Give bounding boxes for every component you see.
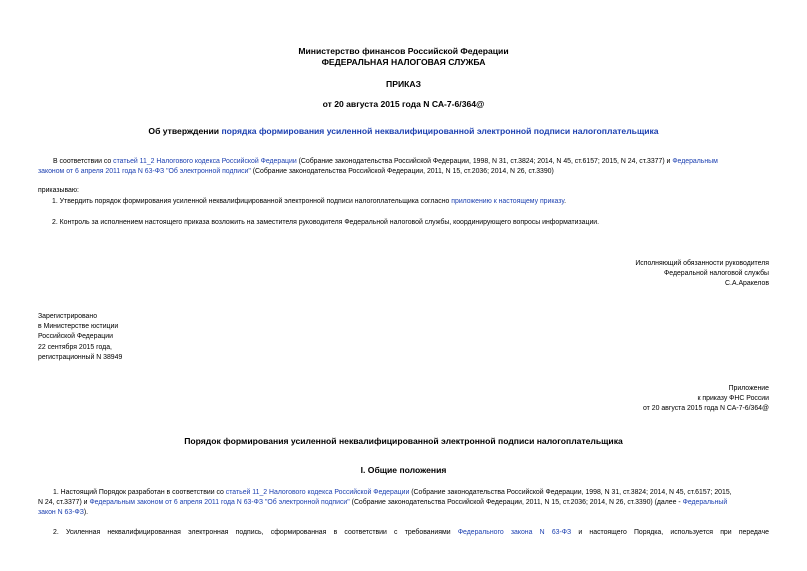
signature-line-1: Исполняющий обязанности руководителя bbox=[635, 260, 769, 267]
preamble-paragraph bbox=[38, 157, 769, 167]
s1p1-text-e: ). bbox=[83, 509, 89, 516]
s1p1-federal-law-link[interactable]: Федеральным законом от 6 апреля 2011 года N 63-ФЗ "Об электронной подписи" bbox=[89, 499, 350, 506]
order-subject bbox=[0, 126, 807, 136]
item-1-text: 1. Утвердить порядок формирования усиленной неквалифицированной электронной подписи налогоплательщика согласно bbox=[52, 198, 452, 205]
subject-prefix: Об утверждении bbox=[148, 126, 222, 136]
preamble-paragraph-cont bbox=[38, 167, 769, 177]
s1p1-law-63-link-a[interactable]: Федеральный bbox=[682, 499, 728, 506]
signature-block bbox=[469, 259, 769, 290]
item-1 bbox=[52, 197, 566, 207]
registration-line-1: Зарегистрировано bbox=[38, 313, 98, 320]
procedure-title: Порядок формирования усиленной неквалифицированной электронной подписи налогоплательщика bbox=[184, 436, 623, 446]
federal-law-link-1b[interactable]: законом от 6 апреля 2011 года N 63-ФЗ "Об электронной подписи" bbox=[38, 168, 251, 175]
doc-type-heading: ПРИКАЗ bbox=[386, 79, 421, 89]
registration-block bbox=[38, 312, 122, 363]
section-1-title: I. Общие положения bbox=[360, 465, 447, 475]
s1p1-text-c: N 24, ст.3377) и bbox=[38, 499, 90, 506]
s1p1-text-b: (Собрание законодательства Российской Федерации, 1998, N 31, ст.3824; 2014, N 45, ст.6157; 2015, bbox=[409, 489, 732, 496]
section-1-paragraph-1-line-2 bbox=[38, 498, 769, 508]
registration-line-4: 22 сентября 2015 года, bbox=[38, 343, 112, 351]
appendix-link[interactable]: приложению к настоящему приказу bbox=[451, 198, 565, 205]
appendix-line-1: Приложение bbox=[728, 385, 769, 392]
s1p2-text-a: 2. Усиленная неквалифицированная электронная подпись, сформированная в соответствии с требованиями bbox=[53, 529, 458, 536]
item-2: 2. Контроль за исполнением настоящего приказа возложить на заместителя руководителя Федеральной налоговой службы, координирующего вопросы информатизации. bbox=[52, 219, 600, 226]
appendix-line-2: к приказу ФНС России bbox=[697, 395, 769, 403]
appendix-block bbox=[469, 384, 769, 415]
s1p2-text-b: и настоящего Порядка, используется при передаче bbox=[571, 529, 770, 536]
ministry-heading: Министерство финансов Российской Федерации bbox=[298, 46, 509, 56]
section-1-paragraph-1-line-3 bbox=[38, 508, 769, 518]
registration-line-3: Российской Федерации bbox=[38, 333, 113, 341]
preamble-text-1: В соответствии со bbox=[53, 158, 114, 165]
s1p1-tax-code-link[interactable]: статьей 11_2 Налогового кодекса Российской Федерации bbox=[225, 489, 410, 496]
order-word: приказываю: bbox=[38, 187, 79, 194]
section-1-paragraph-2 bbox=[38, 528, 769, 538]
doc-date-number: от 20 августа 2015 года N СА-7-6/364@ bbox=[322, 99, 485, 109]
s1p1-text-a: 1. Настоящий Порядок разработан в соответствии со bbox=[53, 489, 226, 496]
tax-code-article-link[interactable]: статьей 11_2 Налогового кодекса Российской Федерации bbox=[113, 158, 297, 165]
appendix-line-3: от 20 августа 2015 года N СА-7-6/364@ bbox=[643, 405, 769, 413]
preamble-text-3: (Собрание законодательства Российской Федерации, 2011, N 15, ст.2036; 2014, N 26, ст.3390) bbox=[250, 168, 554, 175]
item-1-end: . bbox=[564, 198, 567, 205]
registration-line-2: в Министерстве юстиции bbox=[38, 323, 119, 331]
subject-link[interactable]: порядка формирования усиленной неквалифицированной электронной подписи налогоплательщика bbox=[221, 126, 659, 136]
section-1-paragraph-1 bbox=[38, 488, 769, 498]
service-heading: ФЕДЕРАЛЬНАЯ НАЛОГОВАЯ СЛУЖБА bbox=[321, 57, 486, 67]
s1p1-text-d: (Собрание законодательства Российской Федерации, 2011, N 15, ст.2036; 2014, N 26, ст.3390) (далее - bbox=[349, 499, 683, 506]
s1p2-law-63-link[interactable]: Федерального закона N 63-ФЗ bbox=[457, 529, 572, 536]
signature-line-3: С.А.Аракелов bbox=[725, 280, 769, 288]
federal-law-link-1a[interactable]: Федеральным bbox=[672, 158, 718, 165]
signature-line-2: Федеральной налоговой службы bbox=[664, 270, 769, 278]
preamble-text-2: (Собрание законодательства Российской Федерации, 1998, N 31, ст.3824; 2014, N 45, ст.6157; 2015, N 24, ст.3377) и bbox=[296, 158, 673, 165]
registration-line-5: регистрационный N 38949 bbox=[38, 353, 123, 361]
s1p1-law-63-link-b[interactable]: закон N 63-ФЗ bbox=[38, 509, 84, 516]
